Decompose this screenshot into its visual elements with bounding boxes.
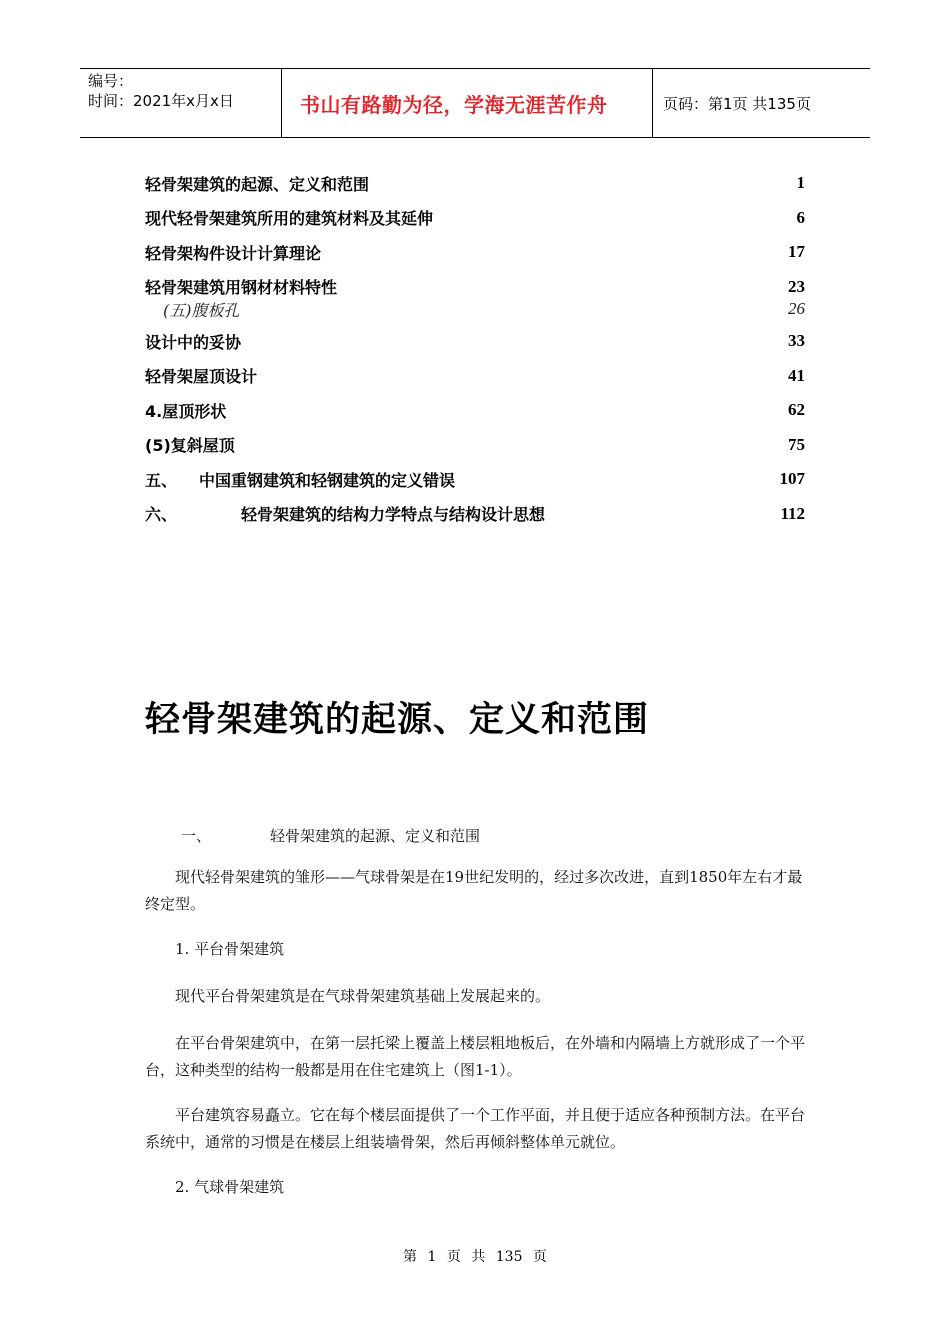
- toc-entry-title: [145, 330, 241, 353]
- body-text: [145, 820, 805, 1201]
- section-number: 一、: [181, 826, 212, 845]
- toc-entry-title: [145, 399, 226, 422]
- header-left-cell: [80, 69, 282, 137]
- toc-entry-page: 33: [788, 331, 805, 351]
- toc-entry-page: 1: [796, 173, 805, 193]
- page-info-text: 页码：第1页 共135页: [663, 94, 811, 113]
- toc-entry[interactable]: [145, 201, 805, 236]
- toc-entry-title: [145, 468, 455, 491]
- toc-entry-text: (5)复斜屋顶: [145, 436, 235, 456]
- toc-entry[interactable]: [145, 235, 805, 270]
- toc-entry-page: 23: [788, 276, 805, 296]
- toc-entry-page: 6: [796, 207, 805, 227]
- toc-entry-text: 设计中的妥协: [145, 332, 242, 352]
- subheading: 1. 平台骨架建筑: [175, 940, 285, 958]
- toc-entry-text: 轻骨架建筑的起源、定义和范围: [145, 174, 370, 194]
- toc-entry-page: 75: [788, 434, 805, 454]
- toc-entry[interactable]: [145, 324, 805, 359]
- paragraph: 在平台骨架建筑中，在第一层托梁上覆盖上楼层粗地板后，在外墙和内隔墙上方就形成了一个平台，这种类型的结构一般都是用在住宅建筑上（图1-1）。: [145, 1034, 806, 1079]
- toc-entry[interactable]: [145, 428, 805, 463]
- subheading: 2. 气球骨架建筑: [175, 1178, 285, 1196]
- toc-entry[interactable]: [145, 298, 805, 320]
- toc-entry-title: [145, 275, 337, 298]
- toc-entry-text: 4.屋顶形状: [145, 401, 227, 421]
- motto-text: 书山有路勤为径，学海无涯苦作舟: [300, 92, 608, 117]
- toc-entry-text: 轻骨架建筑的结构力学特点与结构设计思想: [241, 505, 546, 525]
- header-table: [80, 68, 870, 138]
- toc-entry-title: [145, 206, 433, 229]
- main-title: 轻骨架建筑的起源、定义和范围: [145, 700, 650, 740]
- toc-entry-page: 41: [788, 365, 805, 385]
- toc-entry-title: [145, 298, 240, 321]
- toc-entry-text: 中国重钢建筑和轻钢建筑的定义错误: [199, 470, 456, 490]
- toc-entry-title: [145, 241, 321, 264]
- toc-entry-page: 107: [779, 469, 805, 489]
- toc-entry-prefix: 六、: [145, 505, 178, 525]
- toc-entry-prefix: 五、: [145, 470, 178, 490]
- section-heading: [145, 820, 805, 850]
- paragraph: 平台建筑容易矗立。它在每个楼层面提供了一个工作平面，并且便于适应各种预制方法。在平台系统中，通常的习惯是在楼层上组装墙骨架，然后再倾斜整体单元就位。: [145, 1106, 806, 1151]
- table-of-contents: [145, 166, 805, 531]
- toc-entry[interactable]: [145, 359, 805, 394]
- toc-entry-text: 轻骨架构件设计计算理论: [145, 243, 322, 263]
- toc-entry-page: 17: [788, 242, 805, 262]
- page-info-cell: [653, 69, 870, 137]
- toc-entry[interactable]: [145, 497, 805, 532]
- section-title: 轻骨架建筑的起源、定义和范围: [270, 826, 481, 845]
- toc-entry-text: 轻骨架建筑用钢材材料特性: [145, 278, 338, 298]
- toc-entry[interactable]: [145, 393, 805, 428]
- motto-cell: [282, 69, 653, 137]
- toc-entry-text: 轻骨架屋顶设计: [145, 367, 258, 387]
- toc-entry-text: (五)腹板孔: [163, 300, 240, 320]
- toc-entry-title: [145, 172, 369, 195]
- toc-entry-title: [145, 433, 235, 456]
- page-footer: 第 1 页 共 135 页: [403, 1249, 547, 1265]
- paragraph: 现代平台骨架建筑是在气球骨架建筑基础上发展起来的。: [175, 987, 551, 1005]
- toc-entry-text: 现代轻骨架建筑所用的建筑材料及其延伸: [145, 209, 434, 229]
- paragraph: 现代轻骨架建筑的雏形——气球骨架是在19世纪发明的，经过多次改进，直到1850年左右才最终定型。: [145, 868, 803, 913]
- number-label: 编号：: [88, 72, 134, 90]
- toc-entry-page: 62: [788, 400, 805, 420]
- toc-entry-title: [145, 364, 257, 387]
- toc-entry[interactable]: [145, 462, 805, 497]
- toc-entry-title: [145, 502, 545, 525]
- time-label: 时间：2021年x月x日: [88, 92, 234, 110]
- toc-entry-page: 26: [788, 299, 805, 318]
- toc-entry[interactable]: [145, 166, 805, 201]
- toc-entry-page: 112: [780, 503, 805, 523]
